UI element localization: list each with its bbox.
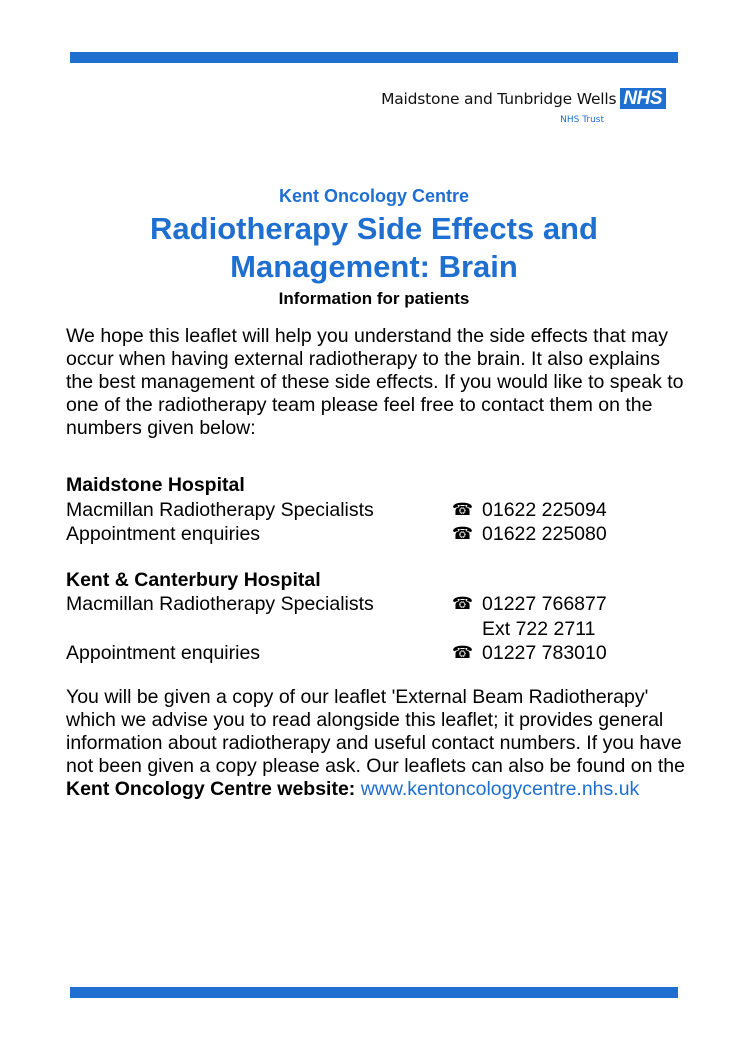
closing-paragraph — [66, 686, 686, 801]
phone-number: 01622 225094 — [482, 498, 607, 521]
phone-icon: ☎ — [452, 643, 474, 663]
phone-icon: ☎ — [452, 594, 474, 614]
trust-logo — [330, 88, 666, 138]
title-line-1: Radiotherapy Side Effects and — [150, 211, 598, 246]
phone-number: 01227 783010 — [482, 642, 607, 664]
hospital-block — [66, 473, 686, 547]
contact-row — [66, 641, 686, 666]
contact-row — [66, 592, 686, 617]
nhs-logo: NHS — [620, 88, 666, 109]
hospital-name: Maidstone Hospital — [66, 474, 245, 496]
hospital-block — [66, 568, 686, 666]
closing-text: You will be given a copy of our leaflet 'External Beam Radiotherapy' which we advise you to read alongside this leaflet; it provides general information about radiotherapy and useful contact numbers. If you have not been given a copy please ask. Our leaflets can also be found on the — [66, 686, 686, 777]
hospital-name: Kent & Canterbury Hospital — [66, 568, 321, 591]
phone-icon: ☎ — [452, 499, 474, 520]
contact-label: Macmillan Radiotherapy Specialists — [66, 498, 374, 521]
phone-number: 01227 766877 — [482, 593, 607, 615]
trust-suffix: NHS Trust — [560, 115, 604, 125]
phone-extension: Ext 722 2711 — [482, 617, 596, 640]
contacts-section — [66, 473, 686, 666]
phone-number: 01622 225080 — [482, 523, 607, 545]
intro-paragraph: We hope this leaflet will help you understand the side effects that may occur when having external radiotherapy to the brain. It also explains the best management of these side effects. If you would like to speak to one of the radiotherapy team please feel free to contact them on the numbers given below: — [66, 325, 684, 439]
centre-name: Kent Oncology Centre — [278, 186, 470, 206]
title-line-2: Management: Brain — [230, 249, 518, 284]
closing-bold-text: Kent Oncology Centre website: — [66, 778, 356, 800]
contact-label: Appointment enquiries — [66, 523, 261, 545]
page-title — [0, 210, 748, 286]
bottom-divider — [70, 987, 678, 998]
page-subtitle: Information for patients — [278, 289, 470, 308]
contact-row — [66, 498, 686, 523]
website-link[interactable]: www.kentoncologycentre.nhs.uk — [360, 778, 640, 800]
phone-icon: ☎ — [452, 524, 474, 544]
trust-name: Maidstone and Tunbridge Wells — [381, 89, 617, 108]
contact-row — [66, 522, 686, 547]
top-divider — [70, 52, 678, 63]
contact-label: Appointment enquiries — [66, 642, 261, 664]
contact-label: Macmillan Radiotherapy Specialists — [66, 593, 374, 615]
